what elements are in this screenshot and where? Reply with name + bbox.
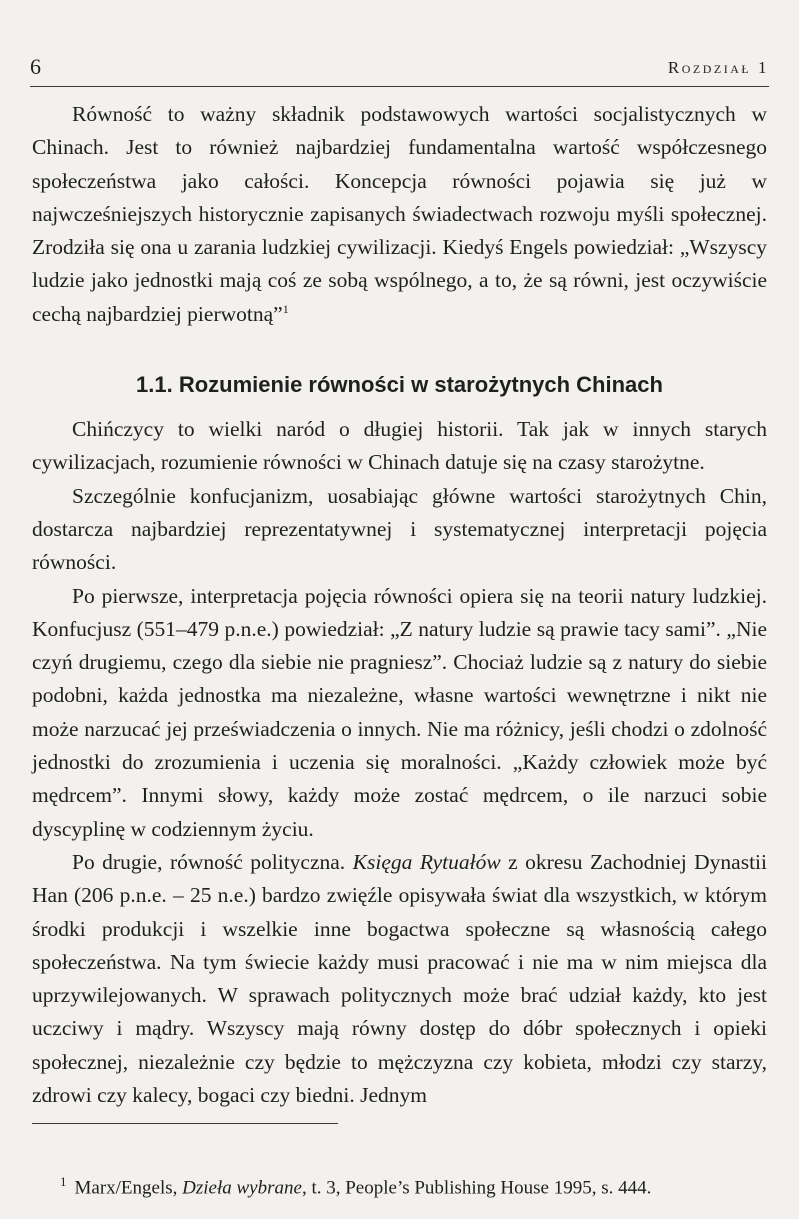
paragraph: Chińczycy to wielki naród o długiej historii. Tak jak w innych starych cywilizacjach, rozumienie równości w Chinach datuje się na czasy starożytne. — [32, 417, 767, 475]
footnote-title: Dzieła wybrane — [182, 1177, 302, 1199]
section-title: 1.1. Rozumienie równości w starożytnych Chinach — [136, 372, 663, 398]
page-header — [30, 54, 769, 84]
footnote-number: 1 — [60, 1174, 67, 1189]
running-head: Rozdział 1 — [667, 58, 769, 77]
paragraph — [32, 846, 767, 1112]
body-text — [32, 98, 767, 1112]
footnote-rule — [32, 1123, 338, 1124]
header-rule — [30, 86, 769, 87]
book-title: Księga Rytuałów — [352, 849, 501, 874]
intro-text: Równość to ważny składnik podstawowych wartości socjalistycznych w Chinach. Jest to również najbardziej fundamentalna wartość współczesnego społeczeństwa jako całości. Koncepcja równości pojawia się już w najwcześniejszych historycznie zapisanych świadectwach rozwoju myśli społecznej. Zrodziła się ona u zarania ludzkiej cywilizacji. Kiedyś Engels powiedział: „Wszyscy ludzie jako jednostki mają coś ze sobą wspólnego, a to, że są równi, jest oczywiście cechą najbardziej pierwotną” — [32, 102, 767, 326]
footnote — [60, 1170, 651, 1200]
footnote-details: , t. 3, People’s Publishing House 1995, s. 444. — [301, 1177, 652, 1199]
paragraph-text: z okresu Zachodniej Dynastii Han (206 p.n.e. – 25 n.e.) bardzo zwięźle opisywała świat dla wszystkich, w którym środki produkcji i wszelkie inne bogactwa społeczne są własnością całego społeczeństwa. Na tym świecie każdy musi pracować i nie ma w nim miejsca dla uprzywilejowanych. W sprawach politycznych może brać udział każdy, kto jest uczciwy i mądry. Wszyscy mają równy dostęp do dóbr społecznych i opieki społecznej, niezależnie czy będzie to mężczyzna czy kobieta, młodzi czy starzy, zdrowi czy kalecy, bogaci czy biedni. Jednym — [32, 849, 767, 1108]
paragraph: Szczególnie konfucjanizm, uosabiając główne wartości starożytnych Chin, dostarcza najbardziej reprezentatywnej i systematycznej interpretacji pojęcia równości. — [32, 483, 767, 575]
footnote-ref: 1 — [282, 301, 289, 316]
page-number: 6 — [30, 54, 41, 79]
paragraph: Po pierwsze, interpretacja pojęcia równości opiera się na teorii natury ludzkiej. Konfucjusz (551–479 p.n.e.) powiedział: „Z natury ludzie są prawie tacy sami”. „Nie czyń drugiemu, czego dla siebie nie pragniesz”. Chociaż ludzie są z natury do siebie podobni, każda jednostka ma niezależne, własne wartości wewnętrzne i nikt nie może narzucać jej przeświadczenia o innych. Nie ma różnicy, jeśli chodzi o zdolność jednostki do zrozumienia i uczenia się moralności. „Każdy człowiek może być mędrcem”. Innymi słowy, każdy może zostać mędrcem, o ile narzuci sobie dyscyplinę w codziennym życiu. — [32, 583, 767, 841]
intro-paragraph — [32, 98, 767, 331]
paragraph-text: Po drugie, równość polityczna. — [72, 849, 353, 874]
footnote-author: Marx/Engels, — [74, 1177, 183, 1199]
